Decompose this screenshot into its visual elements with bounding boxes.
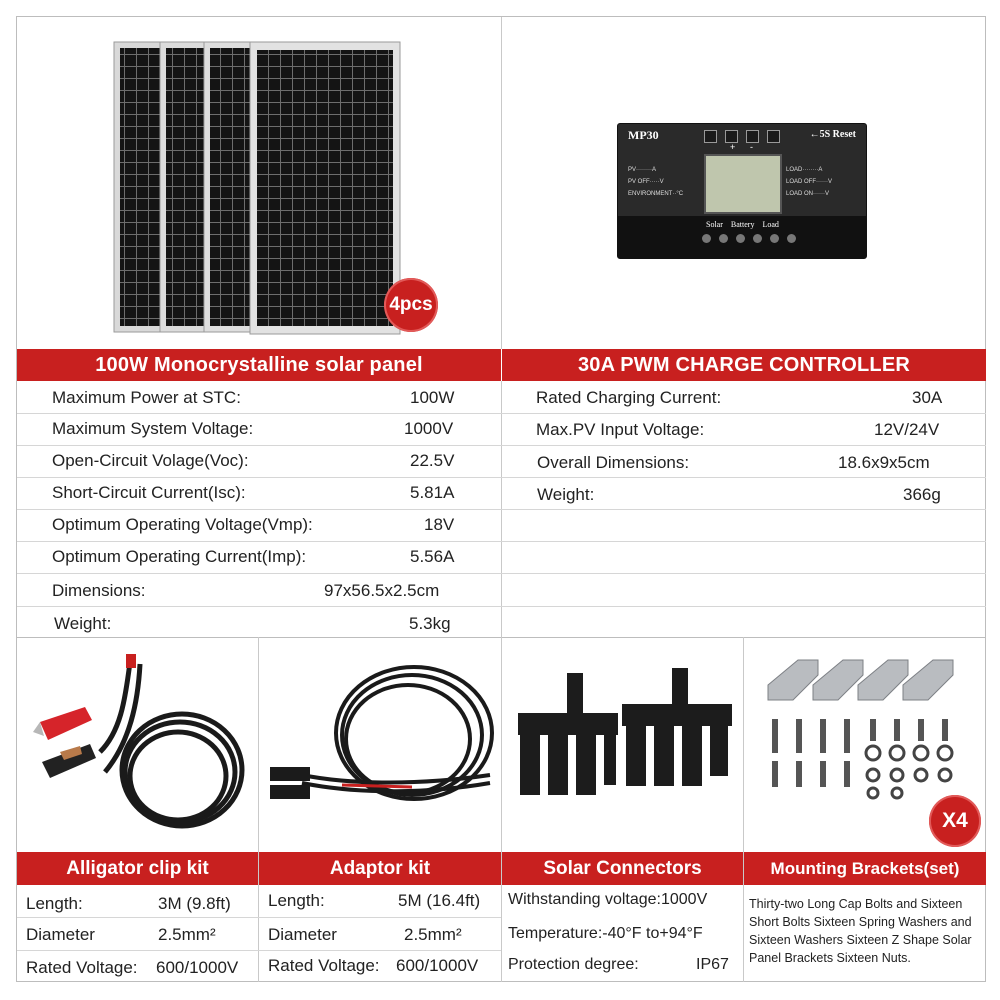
spec-label: Diameter (26, 925, 95, 944)
light-button[interactable] (767, 130, 780, 143)
panel-4 (250, 42, 400, 334)
solar-connectors-image (512, 668, 737, 818)
adaptor-title: Adaptor kit (329, 857, 431, 879)
spec-label: Optimum Operating Current(Imp): (52, 547, 307, 566)
controller-right-labels: LOAD········A LOAD OFF······V LOAD ON······V (786, 167, 833, 197)
spec-value: IP67 (696, 956, 729, 973)
controller-reset-label: ←5S Reset (809, 129, 856, 140)
spec-label: Overall Dimensions: (537, 453, 690, 472)
alligator-title: Alligator clip kit (66, 857, 209, 879)
spec-label: Weight: (537, 485, 595, 504)
spec-label: Rated Voltage: (26, 958, 138, 977)
spec-value: 30A (912, 388, 943, 407)
spec-label: Maximum Power at STC: (52, 388, 241, 407)
spec-value: 3M (9.8ft) (158, 894, 231, 913)
spec-label: Withstanding voltage: (508, 891, 661, 908)
connectors-title-band (502, 852, 743, 885)
spec-value: 97x56.5x2.5cm (324, 581, 440, 600)
spec-value: 5.81A (410, 483, 455, 502)
brackets-title: Mounting Brackets(set) (770, 858, 960, 878)
spec-label: Rated Charging Current: (536, 388, 722, 407)
spec-value: 18V (424, 515, 455, 534)
spec-label: Max.PV Input Voltage: (536, 420, 705, 439)
spec-row (508, 925, 703, 943)
controller-port-labels: Solar Battery Load (706, 220, 779, 229)
spec-label: Length: (26, 894, 83, 913)
controller-minus-label: - (750, 142, 753, 152)
mounting-brackets-image (758, 655, 980, 805)
spec-label: Dimensions: (52, 581, 146, 600)
brackets-description: Thirty-two Long Cap Bolts and Sixteen Short Bolts Sixteen Spring Washers and Sixteen Washers Sixteen Z Shape Solar Panel Brackets Sixteen Nuts. (749, 897, 972, 965)
spec-value: 2.5mm² (404, 925, 462, 944)
controller-left-labels: PV········A PV OFF·····V ENVIRONMENT··°C (628, 167, 684, 197)
menu-button[interactable] (704, 130, 717, 143)
spec-label: Weight: (54, 614, 112, 633)
spec-label: Maximum System Voltage: (52, 419, 254, 438)
spec-value: 1000V (660, 891, 708, 908)
spec-label: Length: (268, 891, 325, 910)
spec-value: 5M (16.4ft) (398, 891, 481, 910)
red-clip (33, 707, 92, 740)
spec-label: Diameter (268, 925, 337, 944)
spec-label: Open-Circuit Volage(Voc): (52, 451, 249, 470)
connectors-title: Solar Connectors (543, 857, 702, 879)
controller-terminals (702, 234, 796, 243)
spec-label: Rated Voltage: (268, 956, 380, 975)
solar-panel-title: 100W Monocrystalline solar panel (95, 353, 423, 376)
spec-value: 22.5V (410, 451, 455, 470)
controller-button-row (704, 130, 780, 143)
solar-panel-title-band (17, 349, 501, 381)
spec-value: 2.5mm² (158, 925, 216, 944)
controller-title: 30A PWM CHARGE CONTROLLER (577, 353, 911, 376)
lcd-screen (704, 154, 782, 214)
black-clip (42, 744, 96, 778)
spec-label: Optimum Operating Voltage(Vmp): (52, 515, 313, 534)
adaptor-title-band (259, 852, 501, 885)
charge-controller-image (617, 123, 867, 259)
spec-value: 12V/24V (874, 420, 940, 439)
brackets-title-band (744, 852, 986, 885)
spec-value: 600/1000V (156, 958, 239, 977)
spec-value: 366g (903, 485, 941, 504)
spec-value: 1000V (404, 419, 454, 438)
spec-value: 100W (410, 388, 455, 407)
panel-quantity-badge: 4pcs (384, 278, 438, 332)
spec-value: 5.3kg (409, 614, 451, 633)
spec-label: Protection degree: (508, 956, 639, 973)
controller-plus-label: + (730, 142, 736, 152)
spec-label: Temperature: (508, 925, 603, 942)
spec-value: 18.6x9x5cm (838, 453, 930, 472)
alligator-clip-image (30, 652, 250, 842)
adaptor-kit-image (262, 655, 498, 845)
spec-value: 5.56A (410, 547, 455, 566)
brackets-quantity-badge: X4 (929, 795, 981, 847)
spec-value: 600/1000V (396, 956, 479, 975)
spec-row (508, 891, 707, 909)
alligator-title-band (17, 852, 258, 885)
spec-label: Short-Circuit Current(Isc): (52, 483, 246, 502)
spec-value: -40°F to+94°F (602, 925, 703, 942)
controller-model: MP30 (628, 128, 659, 142)
controller-title-band (502, 349, 986, 381)
